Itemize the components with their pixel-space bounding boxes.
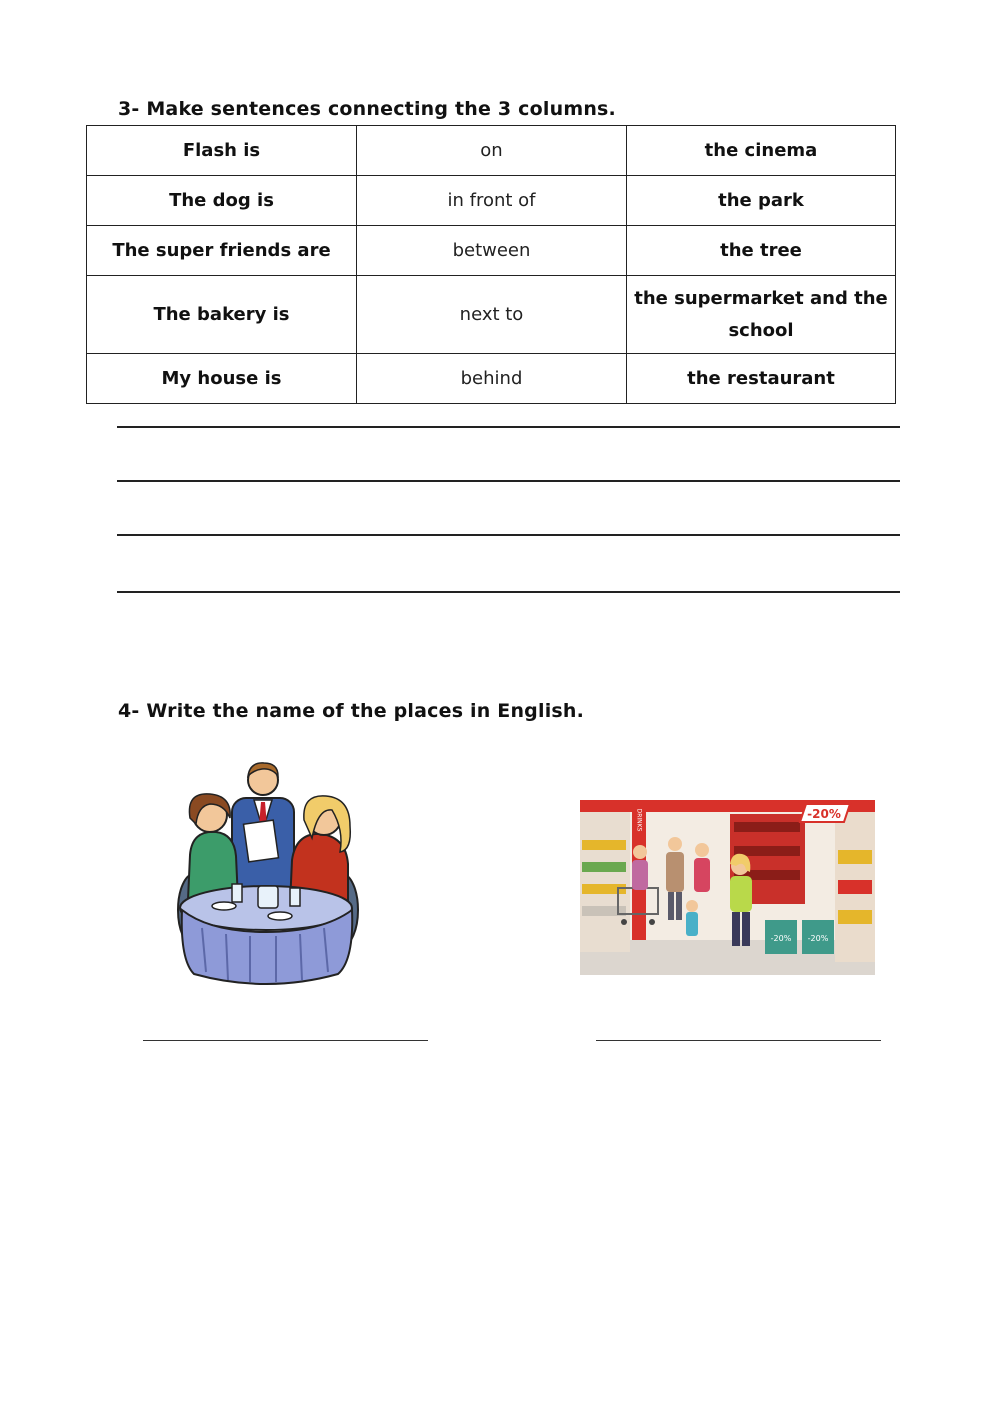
place-cell: the restaurant (627, 354, 896, 404)
answer-line-3[interactable] (117, 534, 900, 536)
subject-cell: Flash is (87, 126, 357, 176)
place-cell: the supermarket and the school (627, 276, 896, 354)
columns-table (86, 125, 896, 404)
table-row (87, 226, 896, 276)
exercise-4-heading: 4- Write the name of the places in English. (118, 700, 585, 722)
preposition-cell: on (357, 126, 627, 176)
price-tag: -20% (807, 934, 829, 943)
preposition-cell: in front of (357, 176, 627, 226)
price-tag: -20% (770, 934, 792, 943)
exercise-3-heading: 3- Make sentences connecting the 3 columns. (118, 98, 616, 120)
table-row (87, 354, 896, 404)
table-row (87, 176, 896, 226)
place-cell: the cinema (627, 126, 896, 176)
answer-line-4[interactable] (117, 591, 900, 593)
restaurant-picture (172, 760, 362, 985)
place-cell: the tree (627, 226, 896, 276)
answer-line-supermarket[interactable] (596, 1040, 881, 1041)
subject-cell: The dog is (87, 176, 357, 226)
preposition-cell: behind (357, 354, 627, 404)
subject-cell: The super friends are (87, 226, 357, 276)
subject-cell: The bakery is (87, 276, 357, 354)
table-row (87, 276, 896, 354)
answer-line-1[interactable] (117, 426, 900, 428)
answer-line-restaurant[interactable] (143, 1040, 428, 1041)
supermarket-picture (580, 800, 875, 975)
drinks-sign: DRINKS (635, 808, 643, 832)
preposition-cell: next to (357, 276, 627, 354)
table-row (87, 126, 896, 176)
discount-sign: -20% (807, 807, 841, 821)
subject-cell: My house is (87, 354, 357, 404)
answer-line-2[interactable] (117, 480, 900, 482)
place-cell: the park (627, 176, 896, 226)
preposition-cell: between (357, 226, 627, 276)
